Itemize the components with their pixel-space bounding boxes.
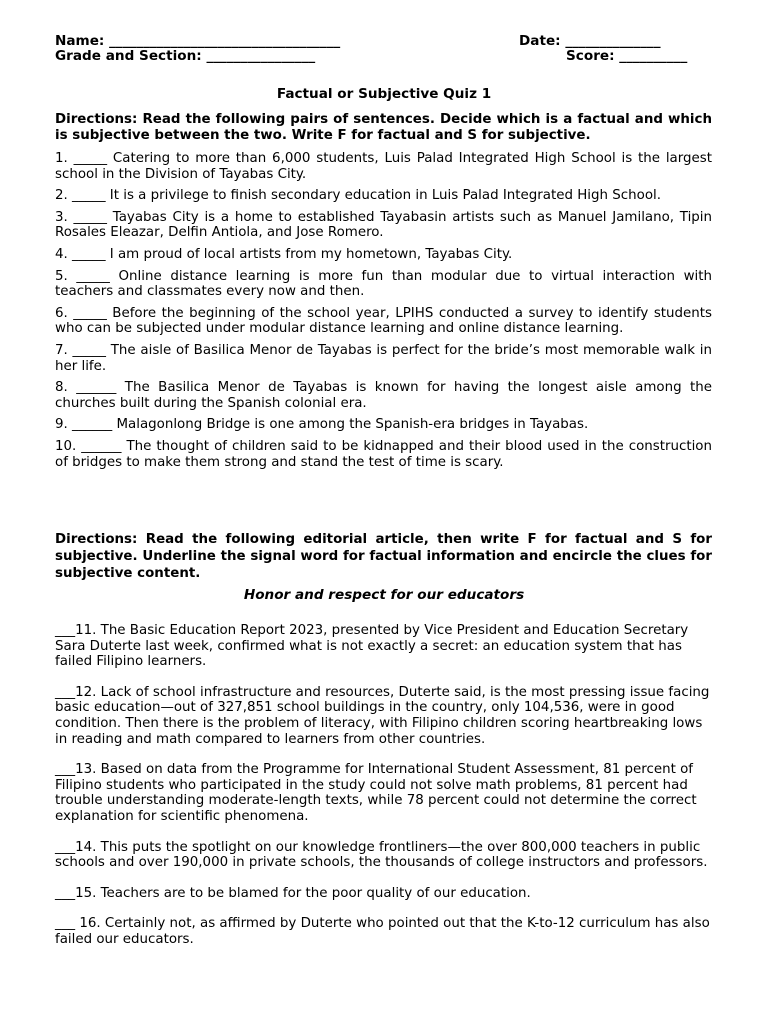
list-item: 6. _____ Before the beginning of the school year, LPIHS conducted a survey to identify students who can be subjected under modular distance learning and online distance learning. — [55, 305, 712, 337]
article-paragraph: ___12. Lack of school infrastructure and resources, Duterte said, is the most pressing issue facing basic education—out of 327,851 school buildings in the country, only 104,536, were in good condition. Then there is the problem of literacy, with Filipino children scoring heartbreaking lows in reading and math compared to learners from other countries. — [55, 684, 710, 747]
date-field: Date: ______________ — [519, 33, 661, 49]
article-title: Honor and respect for our educators — [243, 587, 525, 603]
article-paragraph: ___13. Based on data from the Programme for International Student Assessment, 81 percent of Filipino students who participated in the study could not solve math problems, 81 percent had trouble understanding moderate-length texts, while 78 percent could not determine the correct explanation for scientific phenomena. — [55, 762, 697, 824]
list-item: 4. _____ I am proud of local artists from my hometown, Tayabas City. — [55, 246, 513, 262]
list-item: 5. _____ Online distance learning is more fun than modular due to virtual interaction with teachers and classmates every now and then. — [55, 268, 712, 300]
part1-directions: Directions: Read the following pairs of sentences. Decide which is a factual and which is subjective between the two. Write F for factual and S for subjective. — [55, 112, 712, 143]
article-paragraph: ___11. The Basic Education Report 2023, presented by Vice President and Education Secretary Sara Duterte last week, confirmed what is not exactly a secret: an education system that has failed Filipino learners. — [55, 623, 689, 670]
article-paragraph: ___15. Teachers are to be blamed for the poor quality of our education. — [55, 885, 531, 901]
list-item: 3. _____ Tayabas City is a home to established Tayabasin artists such as Manuel Jamilano, Tipin Rosales Eleazar, Delfin Antiola, and Jose Romero. — [55, 209, 712, 241]
grade-section-field: Grade and Section: ________________ — [55, 48, 316, 64]
name-field: Name: __________________________________ — [55, 33, 341, 49]
article-paragraph: ___14. This puts the spotlight on our knowledge frontliners—the over 800,000 teachers in public schools and over 190,000 in private schools, the thousands of college instructors and professors. — [55, 839, 708, 871]
list-item: 2. _____ It is a privilege to finish secondary education in Luis Palad Integrated High School. — [55, 188, 661, 204]
list-item: 8. ______ The Basilica Menor de Tayabas is known for having the longest aisle among the churches built during the Spanish colonial era. — [55, 380, 712, 411]
editorial-article — [55, 623, 715, 963]
score-field: Score: __________ — [566, 48, 688, 64]
list-item: 7. _____ The aisle of Basilica Menor de Tayabas is perfect for the bride’s most memorable walk in her life. — [55, 342, 712, 374]
list-item: 1. _____ Catering to more than 6,000 students, Luis Palad Integrated High School is the largest school in the Division of Tayabas City. — [55, 151, 712, 182]
part2-directions: Directions: Read the following editorial article, then write F for factual and S for subjective. Underline the signal word for factual information and encircle the clues for subjective content. — [55, 532, 712, 581]
list-item: 9. ______ Malagonlong Bridge is one among the Spanish-era bridges in Tayabas. — [55, 417, 589, 433]
part1-items — [55, 151, 712, 476]
list-item: 10. ______ The thought of children said to be kidnapped and their blood used in the construction of bridges to make them strong and stand the test of time is scary. — [55, 438, 712, 470]
article-paragraph: ___ 16. Certainly not, as affirmed by Duterte who pointed out that the K-to-12 curriculum has also failed our educators. — [55, 916, 710, 947]
quiz-title: Factual or Subjective Quiz 1 — [276, 86, 492, 102]
